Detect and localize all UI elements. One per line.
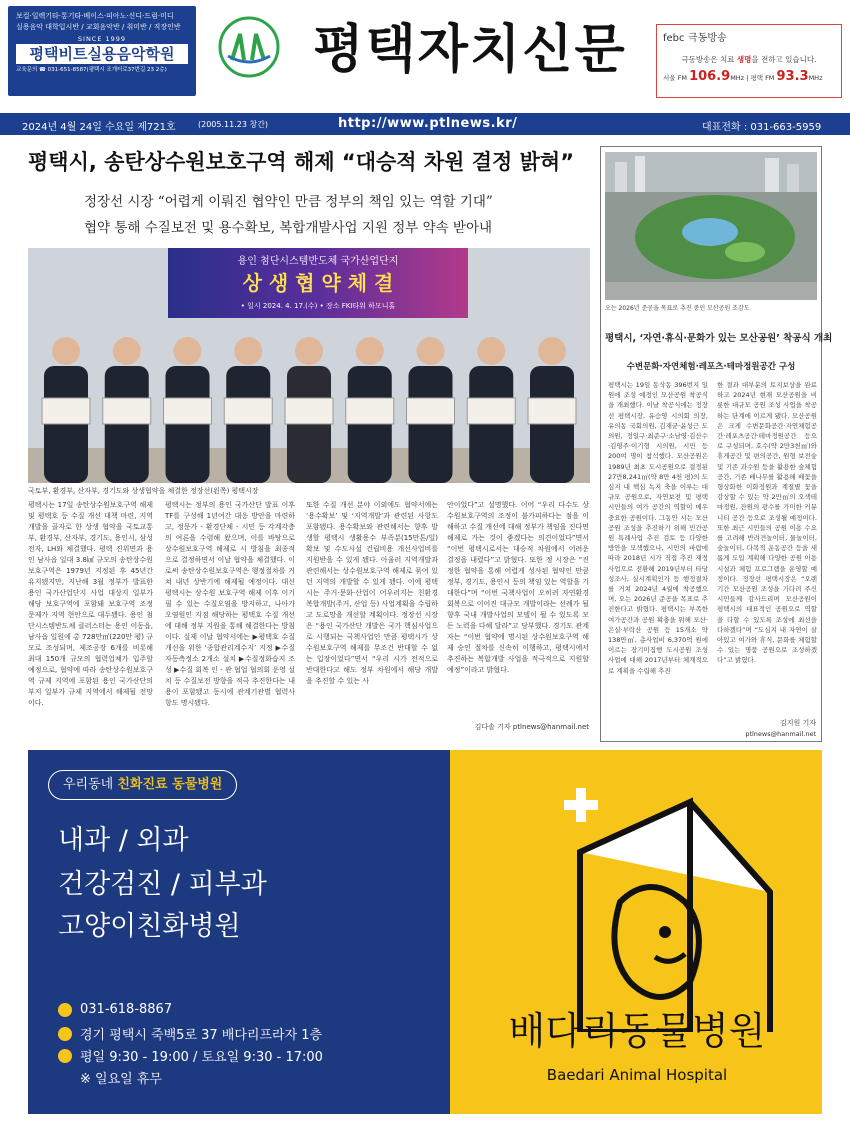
radio-brand: febc 극동방송 (663, 33, 727, 44)
agreement-document (164, 398, 212, 424)
side-article-title: 평택시, ‘자연·휴식·문화가 있는 모산공원’ 착공식 개최 (605, 333, 833, 344)
side-photo-caption: 오는 2026년 준공을 목표로 추진 중인 모산공원 조감도 (605, 305, 750, 312)
article-subheading-1: 정장선 시장 “어렵게 이뤄진 협약인 만큼 정부의 책임 있는 역할 기대” (84, 194, 493, 210)
side-reporter-email: ptlnews@hanmail.net (745, 730, 816, 738)
newspaper-emblem-icon (218, 16, 280, 78)
person-head (538, 337, 566, 365)
ad-school-name: 평택비트실용음악학원 (16, 44, 188, 64)
person-head (174, 337, 202, 365)
founded-date: (2005.11.23 창간) (198, 120, 269, 129)
ad-courses: 실용음악 대학입시반 / 교회음악반 / 취미반 / 직장인반 (16, 23, 181, 31)
service-3: 고양이친화병원 (58, 911, 241, 942)
ad-instruments: 보컬·일렉기타·통기타·베이스·피아노·신디·드럼·미디 (16, 12, 174, 20)
side-body-col-1: 평택시는 19일 동삭동 396번지 일원에 조성 예정인 모산공원 착공식을 개최했다. 이날 착공식에는 정장선 평택시장, 유승영 시의회 의장, 유의동 국회의원, 김재균·윤성근 도의원, 정일구·최준구·소남영·김산수·김영주·이기형 시의원, 시민 등 200여 명이 참석했다. 모산공원은 1989년 최초 도시공원으로 결정된 27만8,241㎡(약 8만 4천 평)의 도심지 내 핵심 녹지 축을 이루는 대규모 공원으로, 자연보전 및 평택 시민들의 여가 공간의 역할이 매우 중요한 공원이다. 그동안 시는 모산공원 조성을 추진하기 위해 민간공원 특례사업 추진 검토 등 다양한 방안을 모색했으나, 시민의 바람에 따라 2018년 시가 직접 추진 재정사업으로 전환해 2019년부터 타당성조사, 실시계획인가 등 행정절차를 거쳐 2024년 4월에 착공했으며, 오는 2026년 준공을 목표로 추진한다고 밝혔다. 평택시는 부족한 여가공간과 공원 확충을 위해 모산·은실·부락산 공원 등 15개소 약 138만㎡, 총사업비 6,370억 원에 이르는 장기미집행 도시공원 조성 사업에 대해 2017년부터 체계적으로 계획을 수립해 추진 (608, 381, 708, 675)
side-article-subtitle: 수변문화·자연체험·레포츠·테마정원공간 구성 (626, 362, 796, 372)
person-head (52, 337, 80, 365)
hospital-name-english: Baedari Animal Hospital (546, 1066, 728, 1084)
location-pin-icon (58, 1027, 72, 1041)
person-head (417, 337, 445, 365)
issue-info-bar (0, 113, 850, 135)
main-phone: 대표전화 : 031-663-5959 (702, 122, 822, 133)
radio-ad[interactable] (656, 24, 842, 98)
article-body-col-2: 평택시는 정부의 용인 국가산단 발표 이후 TF를 구성해 1년여간 대응 방안을 마련하고, 정문가 - 환경단체 - 시민 등 각계각층의 여론을 수렴해 왔으며, 이를 바탕으로 상수원보호구역 해제로 시 방침을 최종적으로 결정하면서 이날 협약을 체결했다. 이로써 송탄상수원보호구역은 행정절차를 거쳐 내년 상반기에 해제될 예정이다. 대신 평택시는 상수원 보호구역 해제 이후 이기필 수 있는 수질오염을 방지하고, 나아가 오염원인 지점 해당하는 평택호 수질 개선에 대해 정부 지원을 통해 해결한다는 방침이다. 실제 이날 협약서에는 ▶평택호 수질 개선을 위한 ‘종합관리계수지’ 지정 ▶수질자동측정소 2개소 설치 ▶수질정화습지 조성 ▶수질 회복 인 - 관 협업 협의회 운영 설치 등 수질보전 방향을 적극 추진한다는 내용이 포함됐고 동시에 관계기관별 협력사항도 명시됐다. (165, 501, 295, 707)
ad-since: SINCE 1999 (77, 35, 127, 43)
person-head (295, 337, 323, 365)
signing-ceremony-photo (28, 248, 590, 483)
clinic-hours: 평일 9:30 - 19:00 / 토요일 9:30 - 17:00 (80, 1050, 323, 1065)
radio-slogan: 극동방송은 치료 생명을 전하고 있습니다. (681, 55, 817, 64)
clinic-phone: 031-618-8867 (80, 1002, 173, 1017)
radio-frequencies: 서울 FM 106.9MHz | 평택 FM 93.3MHz (663, 69, 823, 84)
clock-icon (58, 1049, 72, 1063)
service-2: 건강검진 / 피부과 (58, 869, 267, 900)
hospital-name-korean: 배다리동물병원 (508, 1009, 766, 1053)
agreement-document (467, 398, 515, 424)
masthead-title: 평택자치신문 (313, 19, 627, 80)
photo-caption: 국토부, 환경부, 산자부, 경기도와 상생협약을 체결한 정장선(왼쪽) 평택시장 (28, 487, 259, 495)
music-academy-ad[interactable] (8, 6, 196, 96)
side-body-col-2: 한 결과 대부분의 토지보상을 완료하고 2024년 현재 모산공원을 비롯한 대규모 공원 조성 사업을 착공하는 단계에 이르게 됐다. 모산공원은 크게 수변문화공간·자연체험공간·레포츠공간·테마정원공간 등으로 구성되며, 호수(약 2만3천㎡)와 휴게공간 및 편의공간, 원형 보전숲 및 기존 과수원 등을 활용한 숲체험 공간, 기존 배나무를 활용해 배꽃을 형상화한 이화정원과 계절별 꽃을 감상할 수 있는 약 2만㎡의 오색테마정원, 잔원의 광수를 가미한 커뮤니티 공간 등으로 조성될 예정이다. 또한 최근 시민들의 공원 이용 수요를 고려해 반려견놀이터, 물놀이터, 숲놀이터, 다목적 운동공간 등을 새롭게 도입 계획해 다양한 공원 이용 시설과 체험 프로그램을 운영할 예정이다. 정장선 평택시장은 “오랜 기간 모산공원 조성을 기다려 주신 시민들께 감사드리며 모산공원이 평택시의 대표적인 공원으로 역할을 다할 수 있도록 조성에 최선을 다하겠다”며 “도심지 내 자연이 살아있고 여가와 휴식, 문화를 체험할 수 있는 명품 공원으로 조성하겠다”고 밝혔다. (717, 381, 817, 665)
issue-date: 2024년 4월 24일 수요일 제721호 (22, 122, 176, 133)
park-rendering-photo (605, 152, 817, 300)
phone-icon (58, 1003, 72, 1017)
banner-line-1: 용인 첨단시스템반도체 국가산업단지 (237, 256, 399, 267)
banner-line-2: 상 생 협 약 체 결 (242, 271, 394, 295)
clinic-address: 경기 평택시 죽백5로 37 배다리프라자 1층 (80, 1028, 323, 1043)
agreement-document (42, 398, 90, 424)
article-body-col-3: 또한 수질 개선 분야 이외에도 협약서에는 ‘용수확보’ 및 ‘지역개발’과 관련된 사항도 포함됐다. 용수확보와 관련해서는 향후 발생할 평택시 생활용수 부족분(15만톤/일) 확보 및 수도시설 건립비용 개선사업비를 지원받을 수 있게 됐다. 아울러 지역개발과 관련해서는 상수원보호구역 해제로 묶여 있던 지역의 개발할 수 있게 됐다. 이에 평택시는 주거·문화·산업이 어우러지는 친환경 복합개발(주거, 산업 등) 사업계획을 수립하고 도로망을 개선할 계획이다. 정장선 시장은 “용인 국가산단 개발은 국가 핵심사업으로 시행되는 국책사업인 만큼 평택시가 상수원보호구역 해제를 무조건 반대할 수 없는 입장이었다”면서 “우리 시가 전적으로 반대한다고 해도 정부 차원에서 해당 개발을 추진할 수 있는 사 (306, 501, 438, 685)
website-link[interactable]: http://www.ptlnews.kr/ (338, 116, 518, 131)
article-byline: 김다솔 기자 ptlnews@hanmail.net (474, 723, 589, 731)
clinic-address-row (58, 1024, 322, 1043)
article-body-col-1: 평택시는 17일 송탄상수원보호구역 해제 및 평택호 등 수질 개선 대책 마련, 지역개발을 골자로 한 상생 협약을 국토교통부, 환경부, 산자부, 경기도, 용인시, 삼성전자, LH와 체결했다. 평택 진위면과 용인 남사읍 일대 3.8㎢ 규모의 송탄상수원보호구역은 1979년 지정된 후 45년간 유지됐지만, 지난해 3월 정부가 발표한 용인 국가산업단지 사업 대상지 일부가 해당 보호구역에 포함돼 보호구역 조정 문제가 지역 현안으로 대두됐다. 용인 첨단시스템반도체 클러스터는 용인 이동읍, 남사읍 일원에 총 728만㎡(220만 평) 규모로 조성되며, 제조공장 6개를 비롯해 최대 150개 규모의 협력업체가 입주할 예정으로, 협약에 따라 송탄상수원보호구역 규제 지역에 포함된 용인 국가산단의 부지 일부가 규제 지역에서 해제될 전망이다. (28, 501, 153, 707)
agreement-document (224, 398, 272, 424)
person-head (356, 337, 384, 365)
article-headline: 평택시, 송탄상수원보호구역 해제 “대승적 차원 결정 밝혀” (28, 150, 575, 174)
clinic-closed-day: ※ 일요일 휴무 (80, 1072, 162, 1087)
agreement-document (346, 398, 394, 424)
side-reporter: 김지원 기자 (779, 719, 816, 727)
article-subheading-2: 협약 통해 수질보전 및 용수확보, 복합개발사업 지원 정부 약속 받아내 (84, 220, 493, 236)
clinic-phone-row[interactable] (58, 1002, 172, 1017)
clinic-tagline: 우리동네 친화진료 동물병원 (48, 770, 237, 800)
hospital-logo-icon (560, 782, 790, 1032)
service-1: 내과 / 외과 (58, 825, 189, 856)
agreement-document (407, 398, 455, 424)
agreement-document (285, 398, 333, 424)
person-head (477, 337, 505, 365)
person-head (234, 337, 262, 365)
agreement-document (528, 398, 576, 424)
clinic-hours-row (58, 1046, 323, 1065)
ad-contact: 교육문의 ☎ 031-651-8587(평택시 조개터로37번길 23 2층) (16, 67, 167, 73)
person-head (113, 337, 141, 365)
people-group (42, 337, 576, 483)
banner-line-3: • 일시 2024. 4. 17.(수) • 장소 FKI타워 하모니홀 (240, 302, 396, 310)
agreement-document (103, 398, 151, 424)
article-body-col-4: 안이었다”고 설명했다. 이어 “우리 다수도 상수원보호구역의 조정이 불가피하다는 점을 이해하고 수질 개선에 대해 정부가 책임을 진다면 해제로 가는 것이 좋겠다는 의견이었다”면서 “이번 평택시로서는 대승적 차원에서 어려운 결정을 내렸다”고 밝혔다. 또한 정 시장은 “진정한 협약을 통해 어렵게 성사된 협약인 만큼 정부, 경기도, 용인시 등의 책임 있는 역할을 기대한다”며 “이번 국책사업이 오히려 자연환경 회복으로 이어진 대규모 개발이라는 선례가 될 향후 국내 개발사업의 모델이 될 수 있도록 모든 노력을 다해 달라”고 당부했다. 경기도 관계자는 “이번 협약에 명시된 상수원보호구역 해제 승인 절차를 신속히 이행하고, 평택시에서 추진하는 복합개발 사업을 적극적으로 지원할 예정”이라고 밝혔다. (447, 501, 589, 674)
